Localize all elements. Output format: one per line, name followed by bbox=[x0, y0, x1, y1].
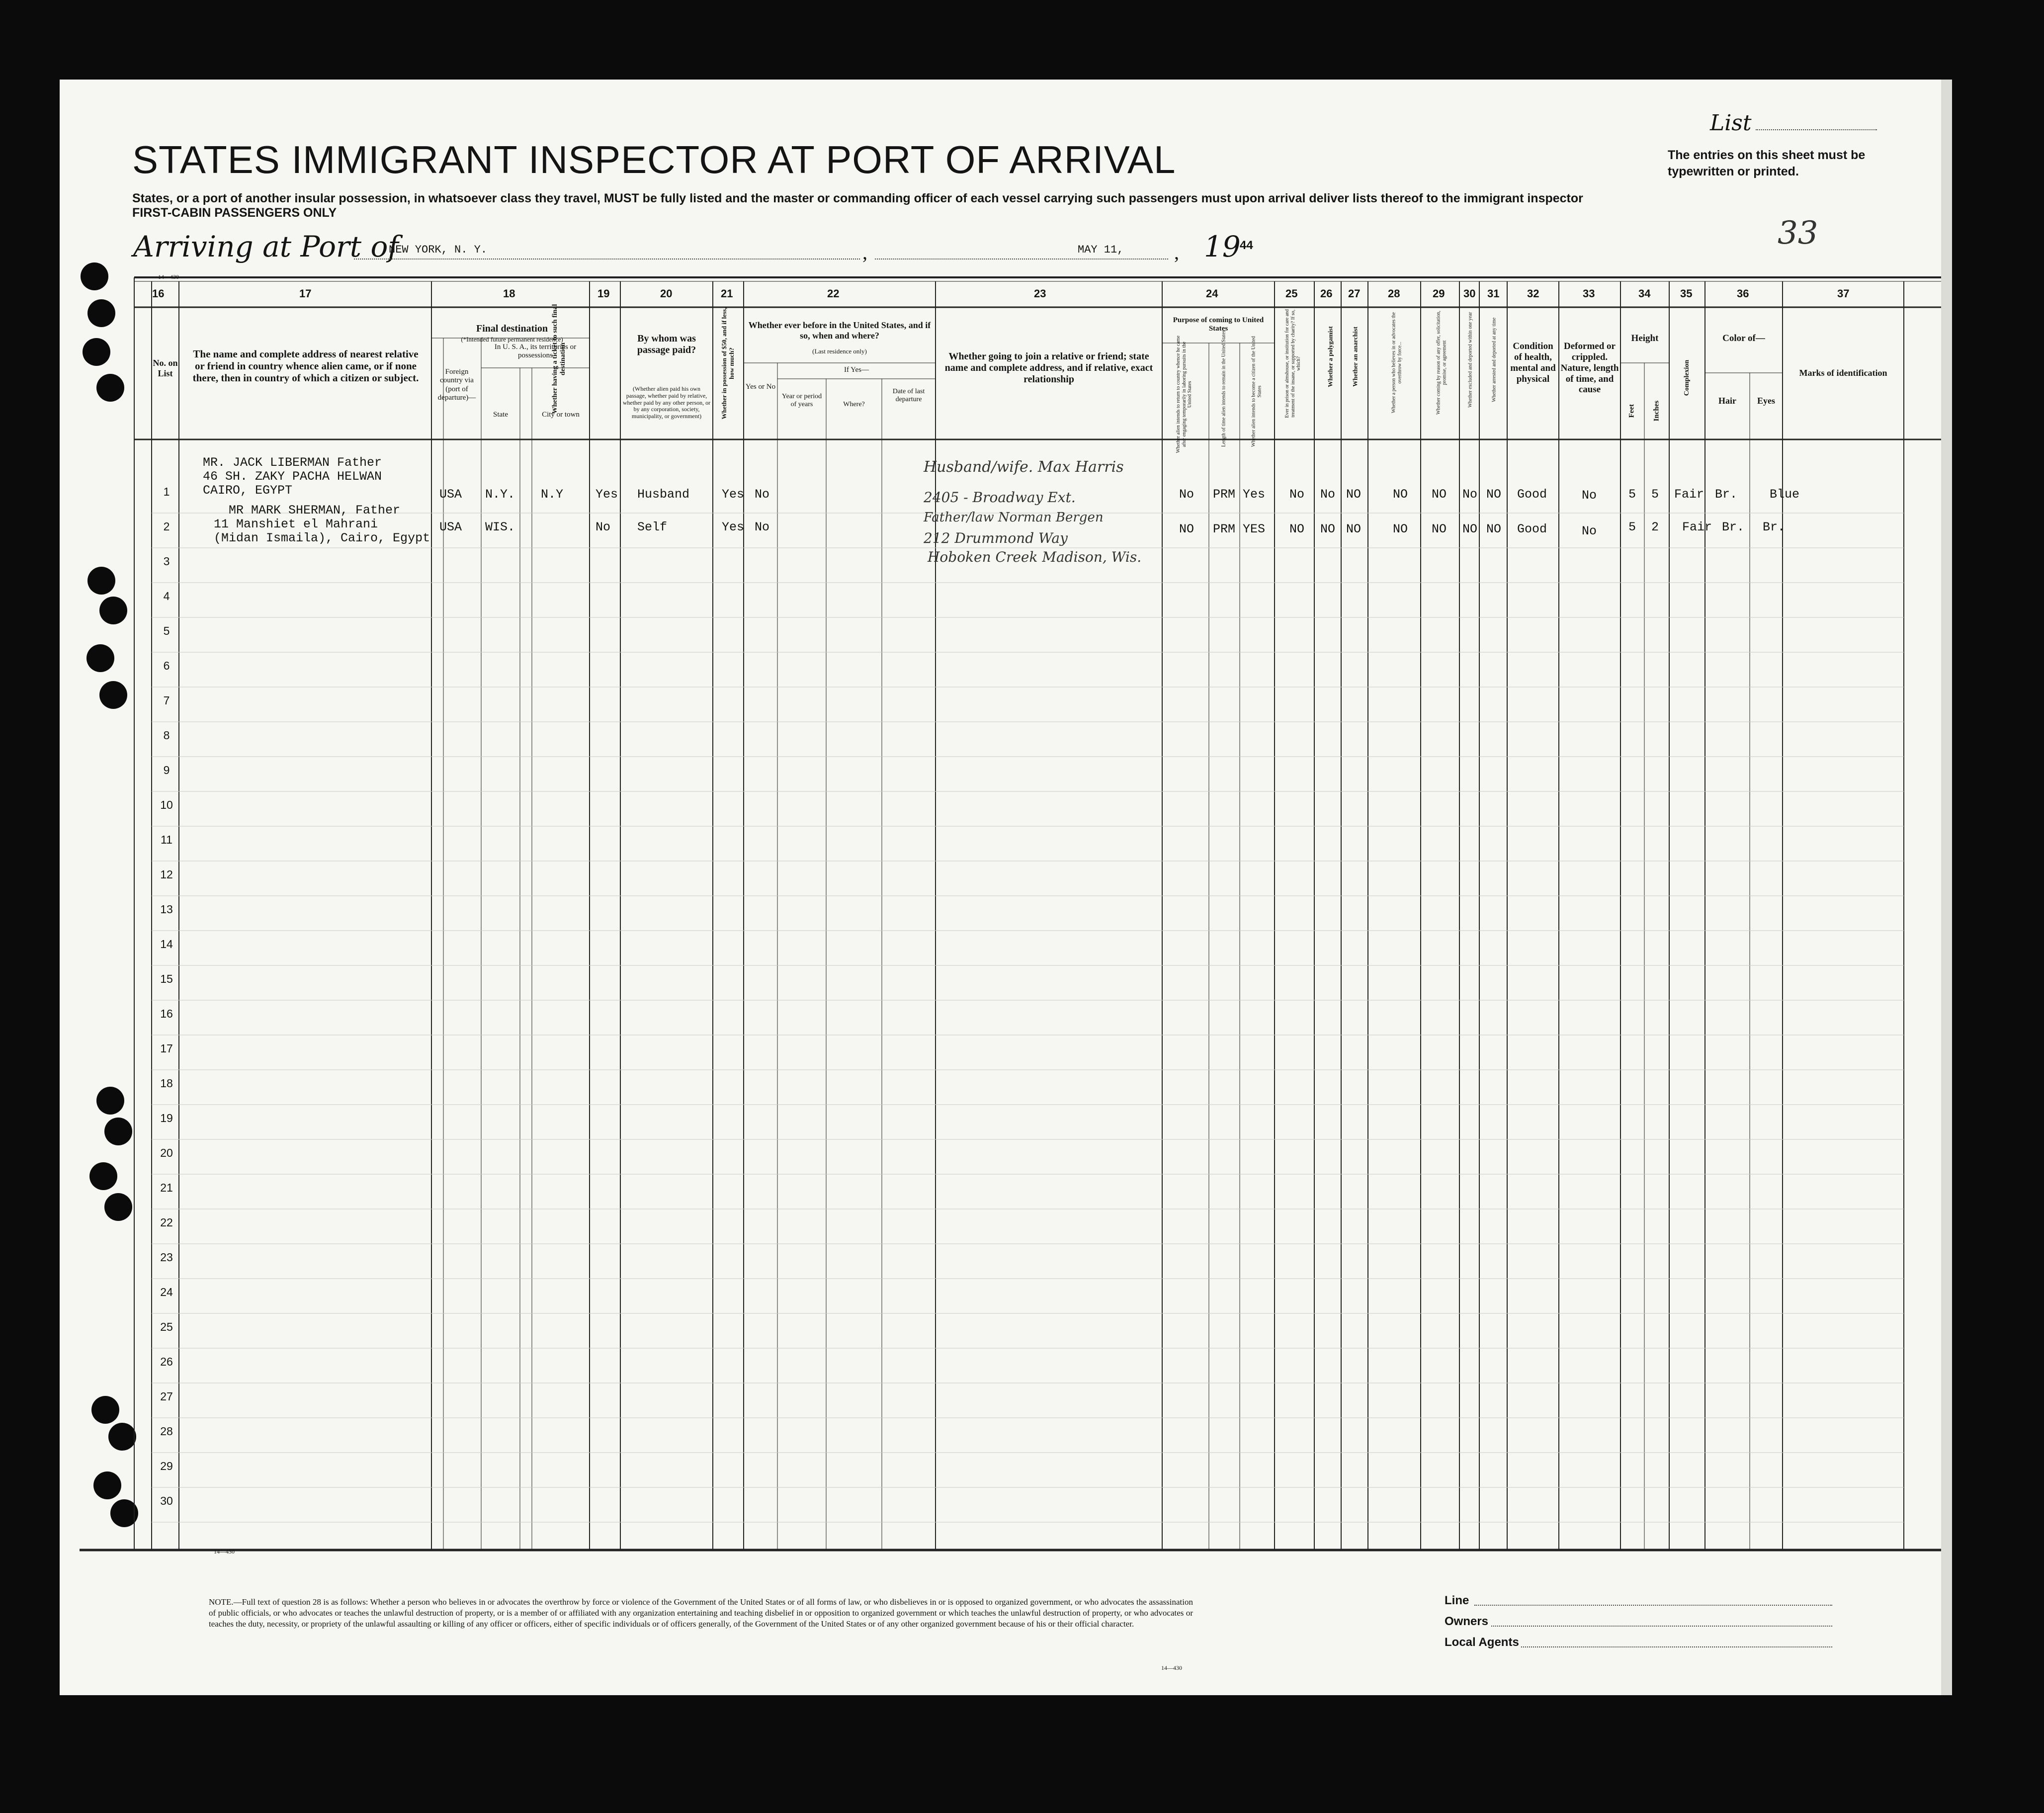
header-last-residence: (Last residence only) bbox=[812, 347, 867, 355]
header-relative-address: The name and complete address of nearest relative or friend in country whence alien came, or if none there, then in country of which a citizen or subject. bbox=[192, 348, 419, 384]
header-date-departure: Date of last departure bbox=[892, 388, 925, 404]
row-number: 19 bbox=[160, 1112, 173, 1124]
col-number: 17 bbox=[299, 287, 312, 300]
join-relative: Father/law Norman Bergen bbox=[924, 510, 1104, 525]
c24b: PRM bbox=[1213, 522, 1236, 536]
header-hair: Hair bbox=[1718, 396, 1736, 406]
form-subtitle: States, or a port of another insular possession, in whatsoever class they travel, MUST be fully listed and the master or commanding officer of each vessel carrying such passengers must upon arrival deliver lists thereof to the immigrant inspector bbox=[132, 191, 1583, 205]
foreign-country: USA bbox=[439, 487, 462, 502]
c24a: NO bbox=[1179, 522, 1194, 536]
header-purpose: Purpose of coming to United States bbox=[1173, 316, 1264, 333]
relative-line: MR MARK SHERMAN, Father bbox=[229, 503, 401, 518]
possession-50: Yes bbox=[722, 520, 745, 534]
eyes: Br. bbox=[1763, 520, 1786, 534]
c28: NO bbox=[1393, 522, 1408, 536]
header-in-usa: In U. S. A., its territories or possessions bbox=[494, 343, 577, 360]
c24c: YES bbox=[1243, 522, 1266, 536]
header-final-destination-note: (*Intended future permanent residence) bbox=[461, 336, 563, 343]
c31: NO bbox=[1486, 522, 1502, 536]
header-color-of: Color of— bbox=[1722, 333, 1765, 344]
row-number: 7 bbox=[163, 694, 170, 707]
row-number: 12 bbox=[160, 868, 173, 881]
join-relative: Hoboken Creek Madison, Wis. bbox=[928, 549, 1142, 565]
comma-2: , bbox=[1174, 241, 1179, 263]
passage-paid: Self bbox=[637, 520, 668, 534]
join-relative: 212 Drummond Way bbox=[924, 530, 1068, 546]
header-foreign-country: Foreign country via (port of departure)— bbox=[437, 368, 476, 402]
inches: 2 bbox=[1651, 520, 1659, 534]
row-number: 28 bbox=[160, 1425, 173, 1438]
row-number: 1 bbox=[163, 485, 170, 498]
footer-form-code: 14—430 bbox=[1161, 1664, 1182, 1671]
col-number: 20 bbox=[660, 287, 673, 300]
possession-50: Yes bbox=[722, 487, 745, 502]
col-number: 16 bbox=[152, 287, 165, 300]
row-number: 16 bbox=[160, 1007, 173, 1020]
row-number: 29 bbox=[160, 1460, 173, 1472]
header-join-relative: Whether going to join a relative or friend; state name and complete address, and if relative, exact relationship bbox=[944, 351, 1153, 385]
c27: NO bbox=[1346, 522, 1362, 536]
header-polygamist: Whether a polygamist bbox=[1326, 326, 1334, 387]
form-title: STATES IMMIGRANT INSPECTOR AT PORT OF ARRIVAL bbox=[132, 138, 1176, 181]
deformed: No bbox=[1582, 488, 1597, 503]
col-number: 26 bbox=[1320, 287, 1333, 300]
sheet-number: 33 bbox=[1778, 215, 1818, 252]
c24a: No bbox=[1179, 487, 1194, 502]
col-number: 27 bbox=[1348, 287, 1361, 300]
header-height: Height bbox=[1631, 333, 1659, 344]
col-number: 23 bbox=[1034, 287, 1046, 300]
c28: NO bbox=[1393, 487, 1408, 502]
header-passage-paid: By whom was passage paid? bbox=[637, 333, 696, 355]
row-number: 24 bbox=[160, 1286, 173, 1298]
header-31: Whether arrested and deported at any time bbox=[1491, 317, 1497, 402]
col-number: 30 bbox=[1463, 287, 1476, 300]
cabin-class: FIRST-CABIN PASSENGERS ONLY bbox=[132, 206, 337, 220]
row-number: 21 bbox=[160, 1181, 173, 1194]
header-feet: Feet bbox=[1627, 404, 1636, 418]
join-relative: 2405 - Broadway Ext. bbox=[924, 489, 1076, 506]
row-number: 23 bbox=[160, 1251, 173, 1264]
header-30: Whether excluded and deported within one year bbox=[1467, 312, 1473, 408]
row-number: 13 bbox=[160, 903, 173, 916]
year-prefix: 19 bbox=[1204, 230, 1241, 263]
header-no-on-list: No. on List bbox=[153, 358, 178, 378]
col-number: 28 bbox=[1388, 287, 1400, 300]
header-final-destination: Final destination bbox=[476, 323, 548, 334]
c30: NO bbox=[1462, 522, 1478, 536]
c26: NO bbox=[1320, 522, 1336, 536]
header-condition: Condition of health, mental and physical bbox=[1510, 341, 1556, 384]
row-number: 18 bbox=[160, 1077, 173, 1090]
row-number: 30 bbox=[160, 1494, 173, 1507]
health: Good bbox=[1517, 487, 1547, 502]
date-value: MAY 11, bbox=[1078, 244, 1124, 256]
state: N.Y. bbox=[485, 487, 515, 502]
col-number: 25 bbox=[1285, 287, 1298, 300]
col-number: 31 bbox=[1487, 287, 1500, 300]
header-deformed: Deformed or crippled. Nature, length of time, and cause bbox=[1560, 341, 1619, 395]
row-number: 4 bbox=[163, 590, 170, 603]
c24c: Yes bbox=[1243, 487, 1266, 502]
relative-line: (Midan Ismaila), Cairo, Egypt bbox=[214, 531, 430, 545]
row-number: 20 bbox=[160, 1146, 173, 1159]
row-number: 11 bbox=[161, 833, 172, 846]
col-number: 36 bbox=[1737, 287, 1749, 300]
footer-note: NOTE.—Full text of question 28 is as follows: Whether a person who believes in or advocates the overthrow by force or violence of the Government of the United States or of all forms of law, or who disbelieves in or is opposed to organized government, or who advocates the assassination of public officials, or who advocates or teaches the unlawful destruction of property, or is a member of or affiliated with any organization entertaining and teaching disbelief in or opposition to organized government or which teaches the unlawful destruction of property, or who advocates or teaches the duty, necessity, or propriety of the unlawful assaulting or killing of any officer or officers, either of specific individuals or of officers generally, of the Government of the United States or of any other organized government because of his or their official character. bbox=[209, 1597, 1193, 1629]
instructions: The entries on this sheet must be typewritten or printed. bbox=[1668, 148, 1866, 178]
header-ticket: Whether having a ticket to such final destination bbox=[551, 304, 567, 414]
join-relative: Husband/wife. Max Harris bbox=[924, 458, 1124, 476]
row-number: 8 bbox=[163, 729, 170, 742]
header-city: City or town bbox=[542, 411, 580, 419]
header-prison: Ever in prison or almshouse, or institution for care and treatment of the insane, or supported by charity? If so, which? bbox=[1284, 309, 1301, 418]
header-24a: Whether alien intends to return to country whence he came after engaging temporarily in laboring pursuits in the United States bbox=[1175, 336, 1192, 453]
relative-line: MR. JACK LIBERMAN Father bbox=[203, 455, 382, 470]
header-28: Whether a person who believes in or advocates the overthrow by force... bbox=[1391, 312, 1402, 414]
health: Good bbox=[1517, 522, 1547, 536]
col-number: 34 bbox=[1638, 287, 1651, 300]
form-code: 14—430 bbox=[214, 1548, 235, 1555]
line-label: Line bbox=[1445, 1594, 1469, 1607]
line-blank bbox=[1474, 1605, 1832, 1606]
header-year-period: Year or period of years bbox=[781, 393, 822, 409]
col-number: 24 bbox=[1206, 287, 1218, 300]
state: WIS. bbox=[485, 520, 515, 534]
inches: 5 bbox=[1651, 487, 1659, 502]
port-value: NEW YORK, N. Y. bbox=[389, 244, 488, 256]
arriving-label: Arriving at Port of bbox=[133, 230, 399, 263]
col-number: 21 bbox=[721, 287, 733, 300]
feet: 5 bbox=[1628, 487, 1636, 502]
row-number: 3 bbox=[163, 555, 170, 568]
header-complexion: Complexion bbox=[1683, 359, 1691, 396]
header-if-yes: If Yes— bbox=[844, 366, 869, 374]
relative-line: CAIRO, EGYPT bbox=[203, 483, 293, 498]
col-number: 18 bbox=[503, 287, 515, 300]
col-number: 19 bbox=[597, 287, 610, 300]
header-24c: Whether alien intends to become a citizen of the United States bbox=[1251, 336, 1262, 447]
header-anarchist: Whether an anarchist bbox=[1351, 327, 1359, 387]
form-code: 14—430 bbox=[158, 273, 179, 280]
header-eyes: Eyes bbox=[1757, 396, 1775, 406]
ticket: No bbox=[596, 520, 611, 534]
relative-line: 11 Manshiet el Mahrani bbox=[214, 517, 378, 531]
header-24b: Length of time alien intends to remain in the United States bbox=[1221, 330, 1227, 447]
header-possession-50: Whether in possession of $50, and if less, how much? bbox=[720, 307, 735, 420]
col-number: 37 bbox=[1837, 287, 1850, 300]
header-passage-note: (Whether alien paid his own passage, whether paid by relative, whether paid by any other person, or by any corporation, society, municipality, or government) bbox=[622, 385, 711, 420]
header-yes-no: Yes or No bbox=[745, 383, 776, 391]
row-number: 25 bbox=[160, 1320, 173, 1333]
eyes: Blue bbox=[1770, 487, 1800, 502]
row-number: 2 bbox=[163, 520, 170, 533]
row-number: 17 bbox=[160, 1042, 173, 1055]
c25: No bbox=[1289, 487, 1305, 502]
c27: NO bbox=[1346, 487, 1362, 502]
col-number: 32 bbox=[1527, 287, 1539, 300]
row-number: 22 bbox=[160, 1216, 173, 1229]
c25: NO bbox=[1289, 522, 1305, 536]
feet: 5 bbox=[1628, 520, 1636, 534]
header-state: State bbox=[493, 411, 508, 419]
before-in-us: No bbox=[755, 487, 770, 502]
col-number: 35 bbox=[1680, 287, 1693, 300]
complexion: Fair bbox=[1682, 520, 1712, 534]
row-number: 27 bbox=[160, 1390, 173, 1403]
relative-line: 46 SH. ZAKY PACHA HELWAN bbox=[203, 469, 382, 484]
c29: NO bbox=[1432, 487, 1447, 502]
owners-blank bbox=[1491, 1626, 1832, 1627]
c26: No bbox=[1320, 487, 1336, 502]
header-marks: Marks of identification bbox=[1799, 368, 1887, 378]
header-29: Whether coming by reason of any offer, solicitation, promise, or agreement bbox=[1436, 310, 1447, 415]
header-inches: Inches bbox=[1652, 400, 1661, 422]
city: N.Y bbox=[541, 487, 564, 502]
header-before-in-us: Whether ever before in the United States, and if so, when and where? bbox=[748, 320, 931, 341]
list-label: List bbox=[1710, 110, 1752, 136]
owners-label: Owners bbox=[1445, 1615, 1489, 1628]
row-number: 10 bbox=[160, 798, 173, 811]
row-number: 5 bbox=[163, 624, 170, 637]
col-number: 22 bbox=[827, 287, 840, 300]
hair: Br. bbox=[1722, 520, 1745, 534]
row-number: 9 bbox=[163, 764, 170, 777]
header-where: Where? bbox=[843, 401, 865, 408]
col-number: 33 bbox=[1583, 287, 1595, 300]
c29: NO bbox=[1432, 522, 1447, 536]
passage-paid: Husband bbox=[637, 487, 690, 502]
c24b: PRM bbox=[1213, 487, 1236, 502]
before-in-us: No bbox=[755, 520, 770, 534]
complexion: Fair bbox=[1674, 487, 1704, 502]
agents-label: Local Agents bbox=[1445, 1636, 1519, 1649]
hair: Br. bbox=[1715, 487, 1738, 502]
row-number: 26 bbox=[160, 1355, 173, 1368]
deformed: No bbox=[1582, 524, 1597, 538]
comma: , bbox=[862, 241, 867, 263]
row-number: 15 bbox=[160, 972, 173, 985]
col-number: 29 bbox=[1433, 287, 1445, 300]
foreign-country: USA bbox=[439, 520, 462, 534]
year-suffix: 44 bbox=[1240, 239, 1253, 252]
row-number: 6 bbox=[163, 659, 170, 672]
c31: NO bbox=[1486, 487, 1502, 502]
c30: No bbox=[1462, 487, 1478, 502]
agents-blank bbox=[1521, 1646, 1832, 1647]
ticket: Yes bbox=[596, 487, 618, 502]
row-number: 14 bbox=[160, 938, 173, 950]
